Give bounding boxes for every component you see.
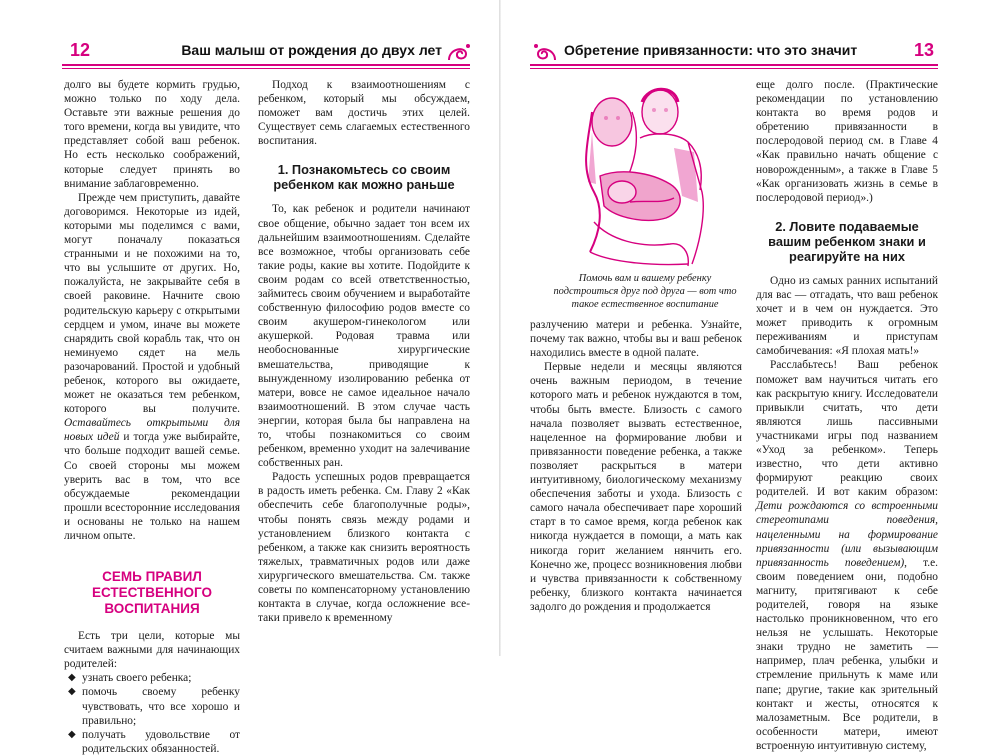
running-title-left: Ваш малыш от рождения до двух лет <box>181 42 442 58</box>
bullet-diamond-icon: ◆ <box>68 672 76 684</box>
left-page-header <box>0 40 500 62</box>
section-heading: 1. Познакомьтесь со своим ребенком как можно раньше <box>273 162 455 193</box>
left-column-1 <box>64 78 240 756</box>
illustration-caption: Помочь вам и вашему ребенку подстроиться друг под друга — вот что такое естественное воспитание <box>553 273 737 310</box>
paragraph: Первые недели и месяцы являются очень важным периодом, в течение которого мать и ребенок нуждаются в том, чтобы быть вместе. Близость с самого начала позволяет вызвать естественное, нацеленное на формирование любви и привязанности поведение ребенка, а также позволяет раскрыться в матери интуитивному, биологическому механизму обеспечения заботы и ухода. Близость с самого начала обеспечивает паре хороший старт в то самое время, когда ребенок как никогда нуждается в помощи, а мать как никогда горит желанием нянчить его. Конечно же, процесс возникновения любви и чувства привязанности к собственному ребенку, близкого контакта начинается задолго до рождения и продолжается <box>530 361 742 613</box>
parents-with-baby-illustration <box>570 72 720 268</box>
paragraph: Есть три цели, которые мы считаем важными для начинающих родителей: <box>64 630 240 671</box>
list-item-text: получать удовольствие от родительских обязанностей. <box>82 728 240 755</box>
list-item-text: помочь своему ребенку чувствовать, что все хорошо и правильно; <box>82 686 240 727</box>
header-rule <box>530 64 938 66</box>
header-rule-thin <box>530 68 938 69</box>
list-item <box>64 728 240 756</box>
page-number-right: 13 <box>914 40 935 60</box>
paragraph: Радость успешных родов превращается в радость иметь ребенка. См. Главу 2 «Как обеспечить себе благополучные роды», чтобы понять связь между родами и установлением близкого контакта с ребенком, а также как снизить вероятность тяжелых, травматичных родов или даже хирургического вмешательства. См. также советы по компенсаторному установлению контакта в случае, когда осложнение все-таки привело к временному <box>258 471 470 625</box>
paragraph: долго вы будете кормить грудью, можно только по ходу дела. Оставьте эти важные решения до того времени, когда вы увидите, что представляет собой ваш ребенок. Но есть несколько соображений, которые следует принять во внимание заблаговременно. <box>64 79 240 190</box>
section-heading: СЕМЬ ПРАВИЛ ЕСТЕСТВЕННОГО ВОСПИТАНИЯ <box>91 569 213 617</box>
list-item <box>64 671 240 685</box>
paragraph: разлучению матери и ребенка. Узнайте, почему так важно, чтобы вы и ваш ребенок находились вместе в одной палате. <box>530 319 742 360</box>
right-column-2 <box>756 78 938 753</box>
paragraph <box>756 358 938 753</box>
right-page-header <box>500 40 1000 62</box>
text-run: Прежде чем приступить, давайте договоримся. Некоторые из идей, которыми мы поделимся с вами, могут поначалу показаться странными и не похожими на то, что вы услышите от других. Но, пожалуйста, не закрывайте себя в своей раковине. Начните свою родительскую карьеру с открытыми сердцем и умом, иначе вы можете снарядить свой корабль так, что он неминуемо сядет на мель разочарований. Простой и удобный ребенок, которого вы ожидаете, может не оказаться тем ребенком, которого вы получите. <box>64 191 240 416</box>
text-run: Расслабьтесь! Ваш ребенок поможет вам научиться читать его как раскрытую книгу. Исследователи привыкли считать, что дети являются лишь пассивными участниками игры под названием «Уход за ребенком». Теперь известно, что дети активно формируют реакцию своих родителей. И вот каким образом: <box>756 359 938 499</box>
list-item-text: узнать своего ребенка; <box>82 672 192 685</box>
header-rule-thin <box>62 68 470 69</box>
page-number-left: 12 <box>70 40 91 60</box>
paragraph: Одно из самых ранних испытаний для вас — отгадать, что ваш ребенок хочет и в чем он нуждается. Это может приводить к огромным переживаниям и приступам самобичевания: «Я плохая мать!» <box>756 274 938 358</box>
header-rule <box>62 64 470 66</box>
left-column-2 <box>258 78 470 625</box>
emphasis-text: Дети рождаются со встроенными стереотипами поведения, нацеленными на формирование привязанности (или вызывающим привязанность поведением) <box>756 500 938 569</box>
right-column-1 <box>530 318 742 614</box>
running-title-right: Обретение привязанности: что это значит <box>564 42 858 58</box>
paragraph: Подход к взаимоотношениям с ребенком, который мы обсуждаем, поможет вам достичь этих целей. Существует семь слагаемых естественного воспитания. <box>258 79 470 148</box>
paragraph: То, как ребенок и родители начинают свое общение, обычно задает тон всем их дальнейшим взаимоотношениям. Сделайте все возможное, чтобы организовать себе такие роды, какие вы хотите. Подойдите к своим родам со всей ответственностью, займитесь своим обучением и выработайте собственную философию родов вместе со своим акушером-гинекологом или акушеркой. Родовая травма или необоснованные хирургические вмешательства, приводящие к вынужденному изолированию ребенка от матери, вовсе не самое идеальное начало взаимоотношений. В этом случае часть энергии, которая была бы направлена на то, чтобы познакомиться со своим ребенком, временно уходит на залечивание собственных ран. <box>258 203 470 470</box>
bullet-diamond-icon: ◆ <box>68 686 76 698</box>
bullet-diamond-icon: ◆ <box>68 728 76 740</box>
paragraph <box>64 191 240 543</box>
right-page <box>500 0 1000 752</box>
text-run: , т.е. своим поведением они, подобно магниту, притягивают к себе родителей, говоря на языке настолько проникновенном, что его нельзя не услышать. Некоторые знаки трудно не заметить — например, плач ребенка, улыбки и стремление прильнуть к маме или папе; другие, такие как зрительный контакт и жесты, относятся к малозаметным. Все родители, в особенности матери, имеют встроенную интуитивную систему, <box>756 556 938 752</box>
text-run: и тогда уже выбирайте, что больше подходит вашей семье. Со своей стороны мы можем уверить вас в том, что все обсуждаемые рекомендации прошли всесторонние исследования и основаны не только на нашем личном опыте. <box>64 431 240 542</box>
goals-list <box>64 671 240 756</box>
section-heading: 2. Ловите подаваемые вашим ребенком знаки и реагируйте на них <box>768 218 926 264</box>
list-item <box>64 685 240 727</box>
paragraph: еще долго после. (Практические рекомендации по установлению контакта во время родов и обретению привязанности в послеродовой период см. в Главе 4 «Как правильно начать общение с новорожденным», а также в Главе 5 «Как организовать жизнь в семье в послеродовой период».) <box>756 79 938 204</box>
emphasis-text: Оставайтесь открытыми для новых идей <box>64 417 240 444</box>
left-page <box>0 0 500 755</box>
